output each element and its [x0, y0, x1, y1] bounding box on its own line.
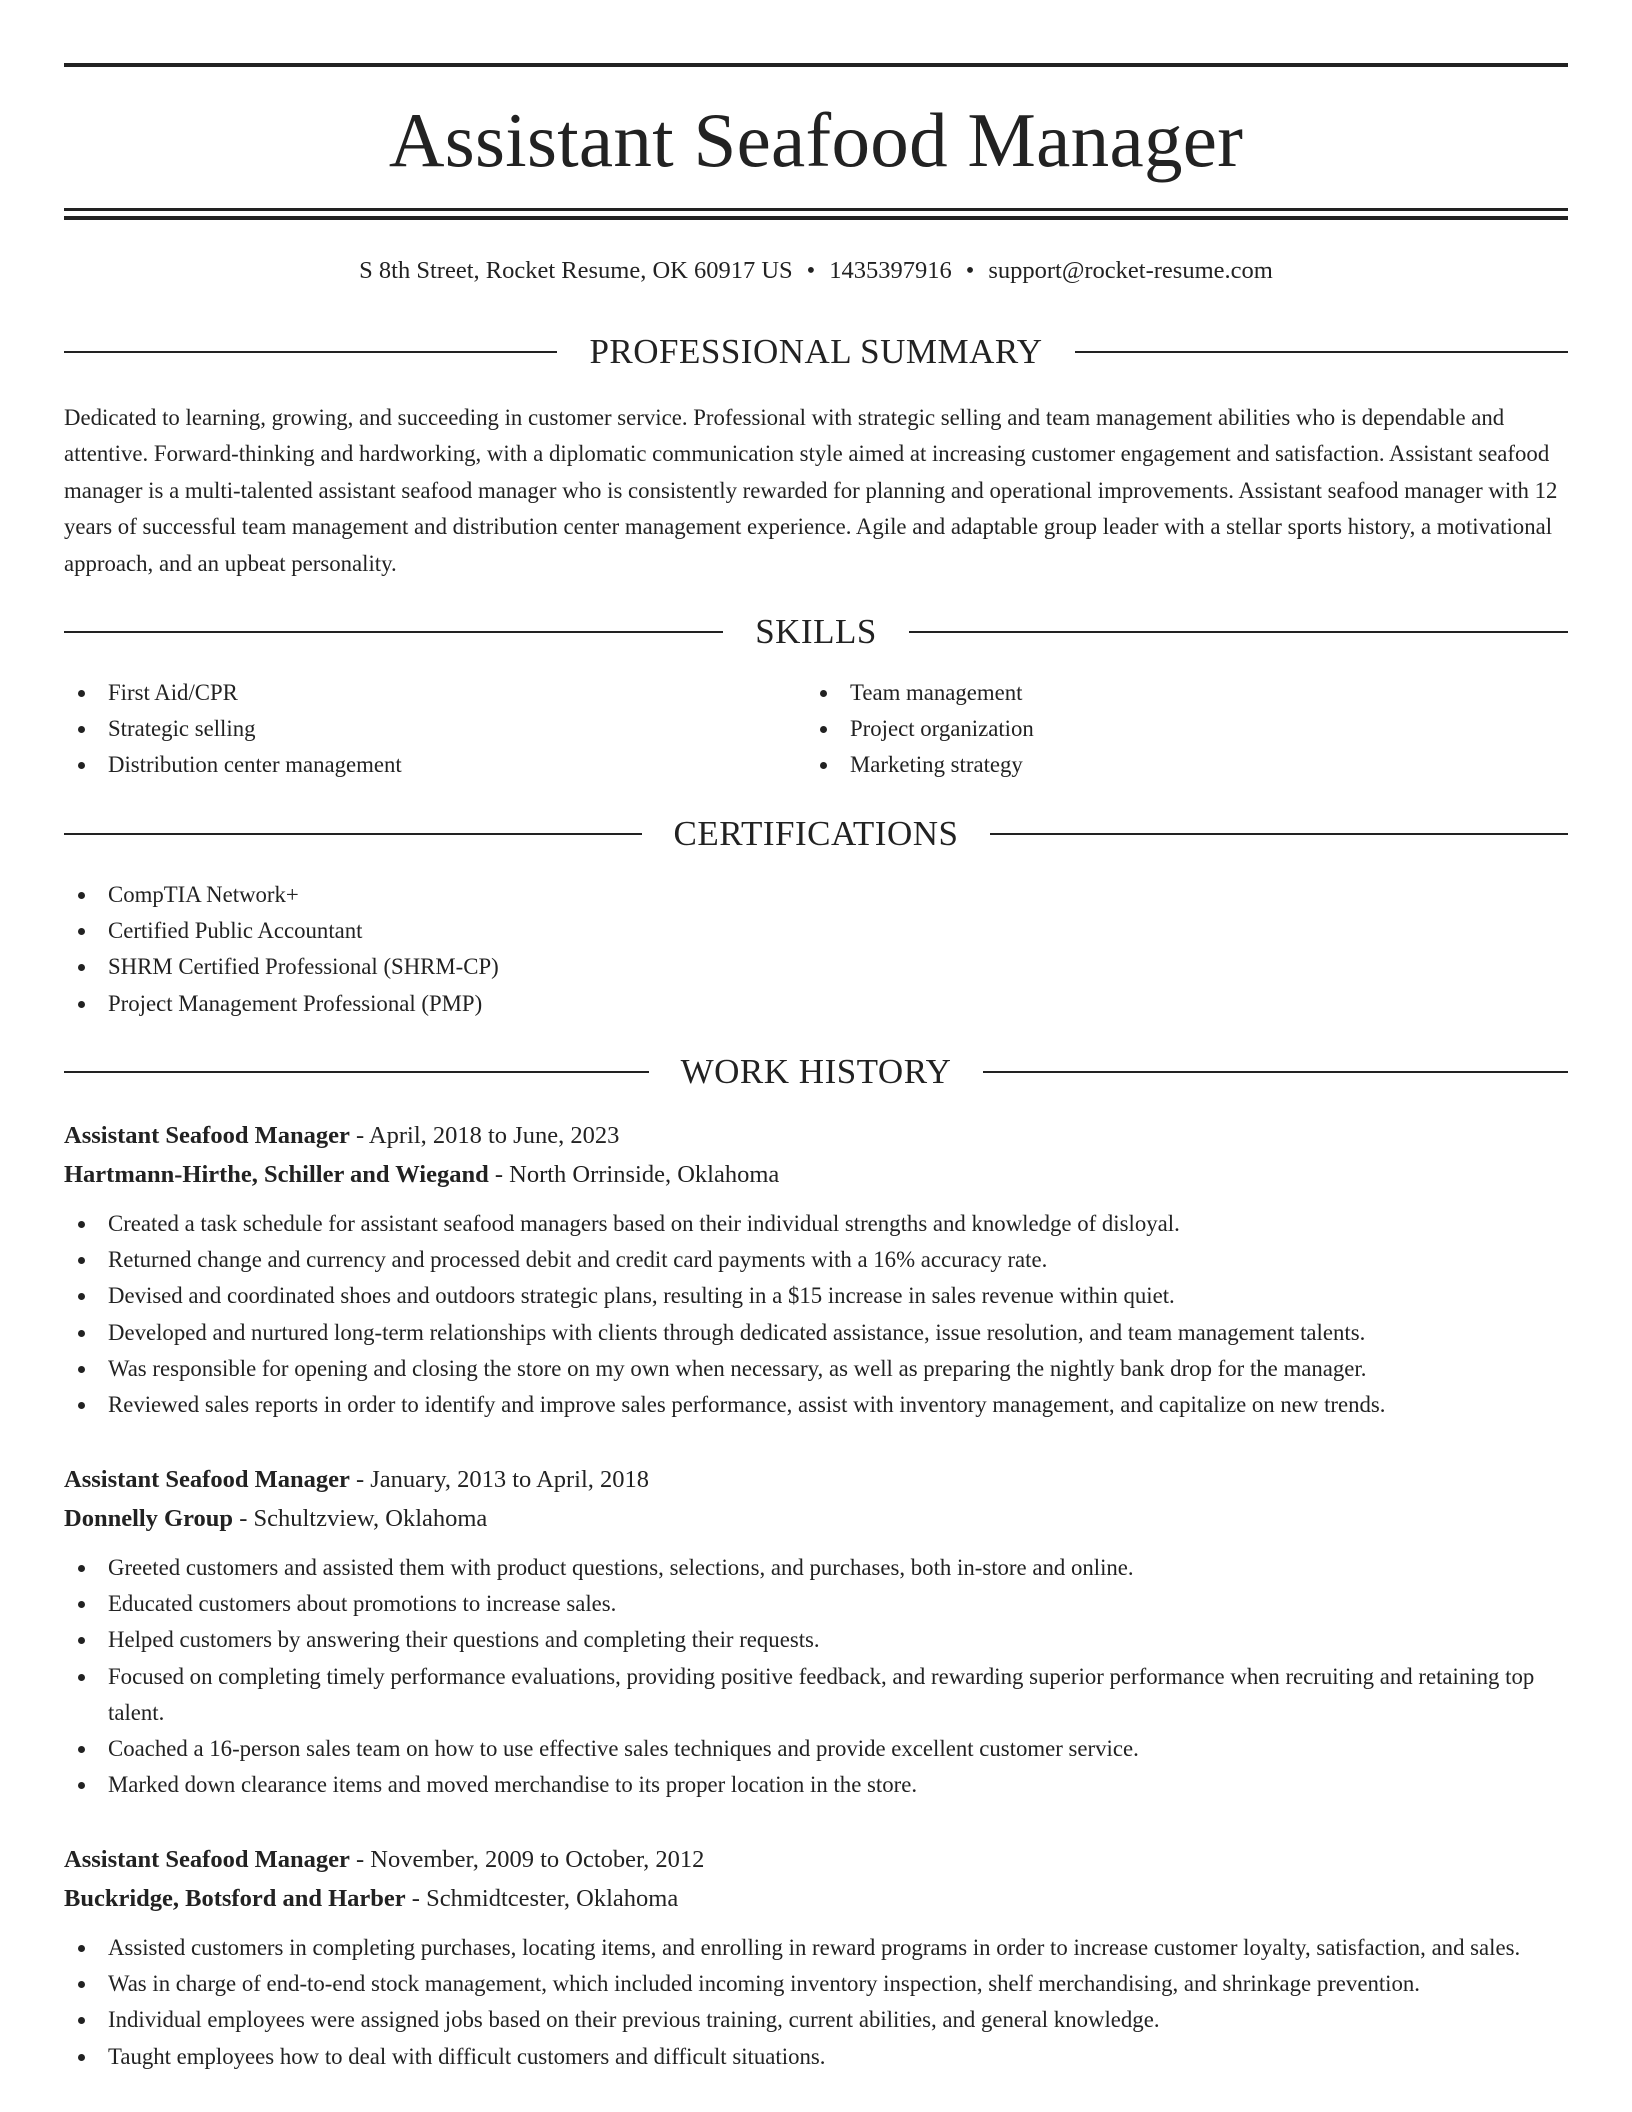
certification-item: CompTIA Network+ — [64, 877, 1064, 913]
skills-list-right — [806, 675, 1506, 784]
job-company: Hartmann-Hirthe, Schiller and Wiegand — [64, 1161, 489, 1188]
job-bullet: Individual employees were assigned jobs based on their previous training, current abilities, and general knowledge. — [64, 2002, 1568, 2038]
job-dates: November, 2009 to October, 2012 — [370, 1846, 705, 1873]
job-entry — [64, 1840, 1568, 2075]
skill-item: Project organization — [806, 711, 1506, 747]
name-underline-thin — [64, 208, 1568, 211]
job-title: Assistant Seafood Manager — [64, 1466, 350, 1493]
certifications-list — [64, 877, 1064, 1022]
job-title: Assistant Seafood Manager — [64, 1846, 350, 1873]
work-history-heading — [64, 1050, 1568, 1094]
job-bullets — [64, 1550, 1568, 1803]
job-company: Donnelly Group — [64, 1505, 234, 1532]
certification-item: Project Management Professional (PMP) — [64, 986, 1064, 1022]
job-bullet: Was responsible for opening and closing the store on my own when necessary, as well as preparing the nightly bank drop for the manager. — [64, 1351, 1568, 1387]
name-underline-thick — [64, 216, 1568, 220]
job-location: North Orrinside, Oklahoma — [509, 1161, 780, 1188]
heading-rule — [983, 1071, 1568, 1073]
job-bullet: Marked down clearance items and moved merchandise to its proper location in the store. — [64, 1767, 1568, 1803]
job-bullet: Focused on completing timely performance evaluations, providing positive feedback, and rewarding superior performance when recruiting and retaining top talent. — [64, 1659, 1568, 1731]
job-company-row: Donnelly Group - Schultzview, Oklahoma — [64, 1505, 488, 1532]
skills-heading — [64, 610, 1568, 654]
heading-rule — [909, 631, 1568, 633]
job-entry — [64, 1460, 1568, 1803]
contact-separator: • — [806, 257, 816, 284]
job-bullet: Returned change and currency and processed debit and credit card payments with a 16% accuracy rate. — [64, 1242, 1568, 1278]
job-location: Schmidtcester, Oklahoma — [426, 1885, 679, 1912]
skill-item: Strategic selling — [64, 711, 744, 747]
job-bullet: Helped customers by answering their questions and completing their requests. — [64, 1622, 1568, 1658]
job-title-row: Assistant Seafood Manager - January, 2013 to April, 2018 — [64, 1466, 650, 1493]
job-bullets — [64, 1206, 1568, 1423]
job-bullet: Was in charge of end-to-end stock management, which included incoming inventory inspection, shelf merchandising, and shrinkage prevention. — [64, 1966, 1568, 2002]
job-company-row: Hartmann-Hirthe, Schiller and Wiegand - North Orrinside, Oklahoma — [64, 1161, 780, 1188]
job-dates: January, 2013 to April, 2018 — [370, 1466, 650, 1493]
job-title-row: Assistant Seafood Manager - April, 2018 to June, 2023 — [64, 1122, 620, 1149]
skill-item: Marketing strategy — [806, 747, 1506, 783]
contact-line — [64, 254, 1568, 288]
job-bullet: Educated customers about promotions to increase sales. — [64, 1586, 1568, 1622]
contact-phone: 1435397916 — [829, 257, 952, 284]
heading-rule — [64, 833, 642, 835]
summary-title: PROFESSIONAL SUMMARY — [589, 332, 1043, 371]
skill-item: Team management — [806, 675, 1506, 711]
job-bullet: Devised and coordinated shoes and outdoors strategic plans, resulting in a $15 increase in sales revenue within quiet. — [64, 1278, 1568, 1314]
job-dates: April, 2018 to June, 2023 — [368, 1122, 620, 1149]
job-entry — [64, 1116, 1568, 1423]
job-title: Assistant Seafood Manager — [64, 1122, 350, 1149]
heading-rule — [1075, 351, 1568, 353]
contact-address: S 8th Street, Rocket Resume, OK 60917 US — [359, 257, 793, 284]
job-company-row: Buckridge, Botsford and Harber - Schmidtcester, Oklahoma — [64, 1885, 679, 1912]
top-rule — [64, 63, 1568, 67]
heading-rule — [64, 1071, 649, 1073]
summary-text: Dedicated to learning, growing, and succeeding in customer service. Professional with strategic selling and team management abilities who is dependable and attentive. Forward-thinking and hardworking, with a diplomatic communication style aimed at increasing customer engagement and satisfaction. Assistant seafood manager is a multi-talented assistant seafood manager who is consistently rewarded for planning and operational improvements. Assistant seafood manager with 12 years of successful team management and distribution center management experience. Agile and adaptable group leader with a stellar sports history, a motivational approach, and an upbeat personality. — [64, 405, 1558, 576]
skills-list-left — [64, 675, 744, 784]
heading-rule — [64, 631, 723, 633]
job-company: Buckridge, Botsford and Harber — [64, 1885, 406, 1912]
job-bullets — [64, 1930, 1568, 2075]
job-title-row: Assistant Seafood Manager - November, 2009 to October, 2012 — [64, 1846, 705, 1873]
resume-name: Assistant Seafood Manager — [388, 97, 1244, 183]
job-bullet: Taught employees how to deal with difficult customers and difficult situations. — [64, 2039, 1568, 2075]
job-bullet: Developed and nurtured long-term relationships with clients through dedicated assistance, issue resolution, and team management talents. — [64, 1315, 1568, 1351]
skill-item: First Aid/CPR — [64, 675, 744, 711]
heading-rule — [64, 351, 557, 353]
job-bullet: Reviewed sales reports in order to identify and improve sales performance, assist with inventory management, and capitalize on new trends. — [64, 1387, 1568, 1423]
job-bullet: Greeted customers and assisted them with product questions, selections, and purchases, both in-store and online. — [64, 1550, 1568, 1586]
job-bullet: Created a task schedule for assistant seafood managers based on their individual strengths and knowledge of disloyal. — [64, 1206, 1568, 1242]
work-history-title: WORK HISTORY — [680, 1052, 952, 1091]
certifications-heading — [64, 812, 1568, 856]
certification-item: SHRM Certified Professional (SHRM-CP) — [64, 949, 1064, 985]
certification-item: Certified Public Accountant — [64, 913, 1064, 949]
summary-heading — [64, 330, 1568, 374]
job-bullet: Assisted customers in completing purchases, locating items, and enrolling in reward programs in order to increase customer loyalty, satisfaction, and sales. — [64, 1930, 1568, 1966]
contact-email: support@rocket-resume.com — [988, 257, 1273, 284]
contact-separator: • — [965, 257, 975, 284]
skill-item: Distribution center management — [64, 747, 744, 783]
skills-title: SKILLS — [755, 612, 877, 651]
certifications-title: CERTIFICATIONS — [673, 814, 959, 853]
job-bullet: Coached a 16-person sales team on how to use effective sales techniques and provide excellent customer service. — [64, 1731, 1568, 1767]
job-location: Schultzview, Oklahoma — [253, 1505, 488, 1532]
heading-rule — [990, 833, 1568, 835]
